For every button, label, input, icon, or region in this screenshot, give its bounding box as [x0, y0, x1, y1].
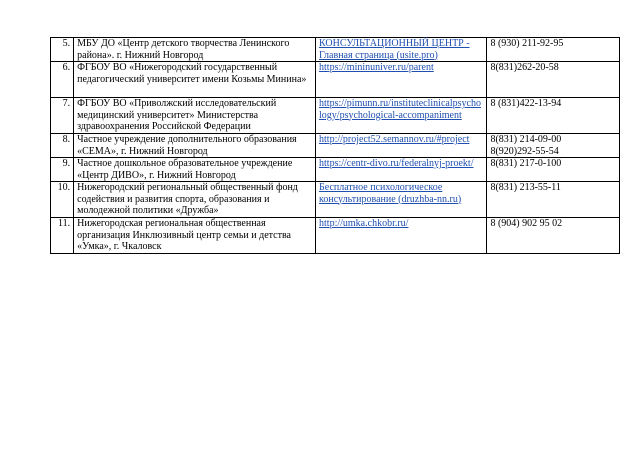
website-cell: [316, 134, 487, 158]
phone-number: 8(831) 214-09-00: [490, 134, 562, 145]
phone-number: 8 (930) 211-92-95: [490, 38, 564, 49]
website-link[interactable]: КОНСУЛЬТАЦИОННЫЙ ЦЕНТР - Главная страница (usite.pro): [319, 38, 470, 61]
table-row: [51, 158, 620, 182]
phone-cell: [487, 98, 620, 134]
organization-name: МБУ ДО «Центр детского творчества Ленинского района». г. Нижний Новгород: [74, 38, 316, 62]
website-link[interactable]: https://pimunn.ru/instituteclinicalpsychology/psychological-accompaniment: [319, 98, 481, 121]
website-cell: [316, 98, 487, 134]
row-number: 10.: [51, 182, 74, 218]
website-cell: [316, 218, 487, 254]
row-number: 5.: [51, 38, 74, 62]
table-row: [51, 182, 620, 218]
organizations-table: [50, 37, 620, 254]
table-row: [51, 98, 620, 134]
row-number: 11.: [51, 218, 74, 254]
website-link[interactable]: http://umka.chkobr.ru/: [319, 218, 409, 229]
website-cell: [316, 38, 487, 62]
row-number: 8.: [51, 134, 74, 158]
phone-number-secondary: 8(920)292-55-54: [490, 145, 559, 157]
organization-name: Нижегородская региональная общественная организация Инклюзивный центр семьи и детства «Умка», г. Чкаловск: [74, 218, 316, 254]
phone-cell: [487, 182, 620, 218]
row-number: 9.: [51, 158, 74, 182]
table-row: [51, 218, 620, 254]
row-number: 6.: [51, 62, 74, 98]
phone-cell: [487, 38, 620, 62]
organization-name: ФГБОУ ВО «Нижегородский государственный педагогический университет имени Козьмы Минина»: [74, 62, 316, 98]
organization-name: Нижегородский региональный общественный фонд содействия и развития спорта, образования и молодежной политики «Дружба»: [74, 182, 316, 218]
phone-cell: [487, 134, 620, 158]
website-cell: [316, 158, 487, 182]
phone-cell: [487, 62, 620, 98]
phone-number: 8(831) 213-55-11: [490, 182, 561, 193]
table-row: [51, 134, 620, 158]
organization-name: ФГБОУ ВО «Приволжский исследовательский медицинский университет» Министерства здравоохранения Российской Федерации: [74, 98, 316, 134]
table-row: [51, 62, 620, 98]
organization-name: Частное дошкольное образовательное учреждение «Центр ДИВО», г. Нижний Новгород: [74, 158, 316, 182]
phone-number: 8 (904) 902 95 02: [490, 218, 563, 229]
phone-cell: [487, 218, 620, 254]
website-link[interactable]: Бесплатное психологическое консультирование (druzhba-nn.ru): [319, 182, 462, 205]
phone-number: 8(831) 217-0-100: [490, 158, 562, 169]
website-link[interactable]: https://centr-divo.ru/federalnyj-proekt/: [319, 158, 474, 169]
website-cell: [316, 182, 487, 218]
row-number: 7.: [51, 98, 74, 134]
phone-number: 8 (831)422-13-94: [490, 98, 562, 109]
website-link[interactable]: https://mininuniver.ru/parent: [319, 62, 434, 73]
phone-number: 8(831)262-20-58: [490, 62, 559, 73]
website-cell: [316, 62, 487, 98]
website-link[interactable]: http://project52.semannov.ru/#project: [319, 134, 470, 145]
table-row: [51, 38, 620, 62]
phone-cell: [487, 158, 620, 182]
organization-name: Частное учреждение дополнительного образования «СЕМА», г. Нижний Новгород: [74, 134, 316, 158]
